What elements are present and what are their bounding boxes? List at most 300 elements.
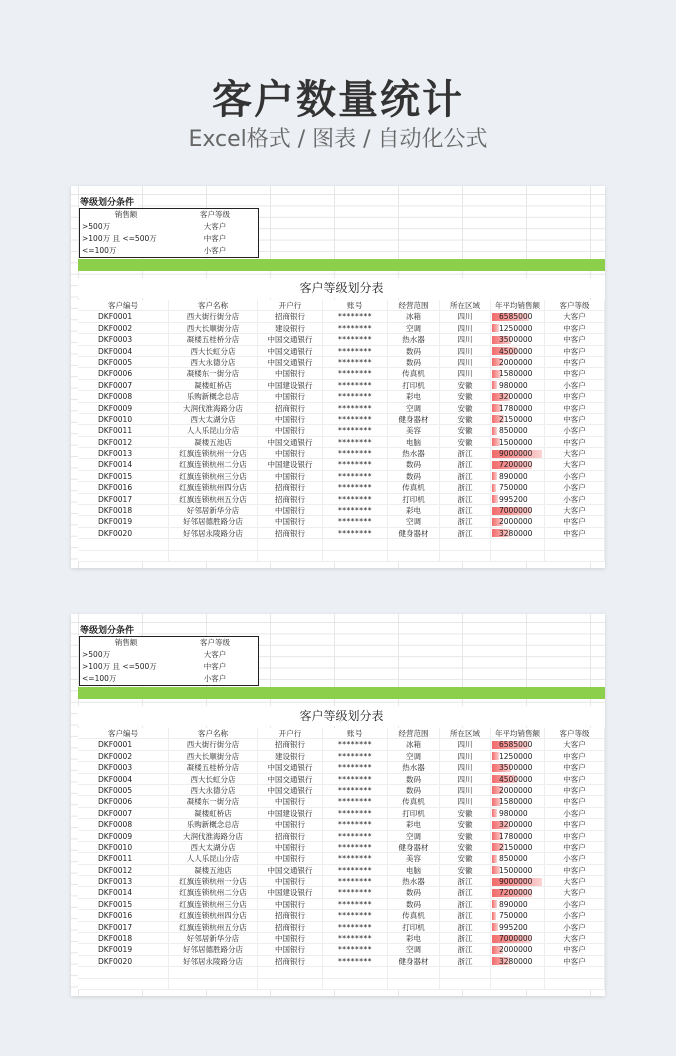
- cell-scope: 传真机: [388, 368, 440, 378]
- cell-scope: 空调: [388, 516, 440, 526]
- empty-row: [78, 539, 605, 550]
- cell-account: ********: [323, 368, 388, 378]
- cell-bank: 中国银行: [258, 471, 323, 481]
- cell-account: ********: [323, 899, 388, 909]
- table-header-row: [78, 300, 605, 311]
- cell-account: ********: [323, 505, 388, 515]
- sales-value: 3280000: [499, 528, 533, 538]
- cell-account: ********: [323, 403, 388, 413]
- table-row: [78, 528, 605, 539]
- cell-id: DKF0005: [78, 785, 169, 795]
- cell-area: 四川: [440, 796, 491, 806]
- cell-account: ********: [323, 414, 388, 424]
- cell-scope: 健身器材: [388, 956, 440, 966]
- condition-level: 小客户: [203, 246, 227, 255]
- cell-sales: [491, 887, 545, 897]
- cell-account: ********: [323, 762, 388, 772]
- table-row: [78, 876, 605, 887]
- cell-sales: [491, 311, 545, 321]
- cell-bank: 招商银行: [258, 910, 323, 920]
- cell-level: 中客户: [545, 391, 605, 401]
- cell-sales: [491, 425, 545, 435]
- cell-name: 凝楼五桂桥分店: [169, 334, 258, 344]
- sales-value: 2150000: [499, 414, 533, 424]
- cell-bank: 招商银行: [258, 956, 323, 966]
- cell-account: ********: [323, 391, 388, 401]
- condition-header-row: [80, 637, 258, 649]
- cell-level: 大客户: [545, 887, 605, 897]
- cell-sales: [491, 403, 545, 413]
- cell-scope: 美容: [388, 425, 440, 435]
- cell-level: 大客户: [545, 739, 605, 749]
- cell-account: ********: [323, 482, 388, 492]
- cell-area: 浙江: [440, 516, 491, 526]
- cell-name: 红旗连锁杭州五分店: [169, 494, 258, 504]
- cell-level: 中客户: [545, 414, 605, 424]
- cell-bank: 建设银行: [258, 751, 323, 761]
- sales-value: 2000000: [499, 357, 533, 367]
- cell-id: DKF0010: [78, 414, 169, 424]
- cell-area: 安徽: [440, 808, 491, 818]
- cell-area: 浙江: [440, 494, 491, 504]
- cell-area: 四川: [440, 751, 491, 761]
- cell-account: ********: [323, 459, 388, 469]
- cell-bank: 中国建设银行: [258, 808, 323, 818]
- table-row: [78, 944, 605, 955]
- cell-id: DKF0004: [78, 774, 169, 784]
- condition-title: 等级划分条件: [80, 195, 138, 208]
- table-row: [78, 323, 605, 334]
- sales-value: 995200: [499, 494, 528, 504]
- col-header-name: 客户名称: [169, 728, 258, 738]
- cell-account: ********: [323, 853, 388, 863]
- table-row: [78, 831, 605, 842]
- cell-account: ********: [323, 346, 388, 356]
- cell-name: 凝楼五桂桥分店: [169, 762, 258, 772]
- cell-area: 安徽: [440, 425, 491, 435]
- cell-sales: [491, 899, 545, 909]
- sales-value: 7000000: [499, 934, 533, 944]
- table-row: [78, 437, 605, 448]
- cell-account: ********: [323, 311, 388, 321]
- cell-scope: 数码: [388, 899, 440, 909]
- cell-id: DKF0013: [78, 448, 169, 458]
- cell-sales: [491, 956, 545, 966]
- cell-area: 四川: [440, 357, 491, 367]
- cell-level: 中客户: [545, 751, 605, 761]
- table-row: [78, 380, 605, 391]
- sales-value: 890000: [499, 471, 528, 481]
- cell-area: 四川: [440, 774, 491, 784]
- cell-sales: [491, 910, 545, 920]
- table-row: [78, 853, 605, 864]
- cell-area: 四川: [440, 334, 491, 344]
- cell-name: 西大长顺街分店: [169, 751, 258, 761]
- table-row: [78, 403, 605, 414]
- page-title: 客户数量统计: [212, 77, 464, 123]
- cell-bank: 中国交通银行: [258, 437, 323, 447]
- cell-level: 小客户: [545, 425, 605, 435]
- cell-level: 小客户: [545, 853, 605, 863]
- cell-account: ********: [323, 819, 388, 829]
- cell-name: 西大长顺街分店: [169, 323, 258, 333]
- cell-level: 小客户: [545, 494, 605, 504]
- cell-name: 凝楼五池店: [169, 437, 258, 447]
- condition-level: 大客户: [203, 650, 227, 659]
- col-header-level: 客户等级: [545, 300, 605, 310]
- col-header-id: 客户编号: [78, 300, 169, 310]
- cell-area: 浙江: [440, 922, 491, 932]
- cell-account: ********: [323, 334, 388, 344]
- cell-id: DKF0007: [78, 808, 169, 818]
- table-row: [78, 910, 605, 921]
- cell-bank: 中国交通银行: [258, 346, 323, 356]
- table-row: [78, 459, 605, 470]
- cell-name: 好邻居德胜路分店: [169, 944, 258, 954]
- cell-area: 安徽: [440, 842, 491, 852]
- cell-sales: [491, 380, 545, 390]
- cell-id: DKF0009: [78, 831, 169, 841]
- cell-scope: 传真机: [388, 482, 440, 492]
- table-row: [78, 311, 605, 322]
- cell-bank: 中国交通银行: [258, 785, 323, 795]
- cell-scope: 数码: [388, 887, 440, 897]
- spreadsheet-preview-1: [71, 186, 605, 568]
- sales-value: 1250000: [499, 751, 533, 761]
- cell-id: DKF0005: [78, 357, 169, 367]
- spreadsheet-preview-2: [71, 614, 605, 996]
- cell-name: 西大街行街分店: [169, 311, 258, 321]
- cell-bank: 招商银行: [258, 482, 323, 492]
- sales-value: 850000: [499, 426, 528, 436]
- cell-account: ********: [323, 876, 388, 886]
- cell-scope: 健身器材: [388, 842, 440, 852]
- cell-bank: 中国交通银行: [258, 357, 323, 367]
- sales-value: 2000000: [499, 945, 533, 955]
- condition-range: <=100万: [82, 246, 117, 255]
- cell-area: 浙江: [440, 459, 491, 469]
- cell-scope: 冰箱: [388, 311, 440, 321]
- cell-sales: [491, 933, 545, 943]
- cell-sales: [491, 368, 545, 378]
- cell-scope: 健身器材: [388, 528, 440, 538]
- cell-area: 安徽: [440, 831, 491, 841]
- cell-scope: 空调: [388, 403, 440, 413]
- col-header-area: 所在区域: [440, 300, 491, 310]
- condition-row: [80, 673, 258, 685]
- cell-id: DKF0016: [78, 482, 169, 492]
- sales-value: 890000: [499, 899, 528, 909]
- cell-scope: 空调: [388, 944, 440, 954]
- cell-sales: [491, 842, 545, 852]
- cell-level: 中客户: [545, 334, 605, 344]
- cell-bank: 中国银行: [258, 414, 323, 424]
- cell-id: DKF0020: [78, 528, 169, 538]
- cell-scope: 电脑: [388, 437, 440, 447]
- cell-account: ********: [323, 944, 388, 954]
- cell-level: 中客户: [545, 368, 605, 378]
- cell-scope: 热水器: [388, 876, 440, 886]
- cell-sales: [491, 494, 545, 504]
- condition-range: >500万: [82, 222, 111, 231]
- cell-bank: 招商银行: [258, 831, 323, 841]
- cell-sales: [491, 865, 545, 875]
- cell-bank: 中国交通银行: [258, 762, 323, 772]
- cell-area: 安徽: [440, 437, 491, 447]
- cell-bank: 招商银行: [258, 528, 323, 538]
- cell-account: ********: [323, 380, 388, 390]
- condition-range: >100万 且 <=500万: [82, 662, 157, 671]
- cell-sales: [491, 482, 545, 492]
- green-divider-bar: [78, 259, 605, 271]
- condition-header-row: [80, 209, 258, 221]
- cell-name: 乐购新概念总店: [169, 819, 258, 829]
- cell-sales: [491, 819, 545, 829]
- cell-name: 红旗连锁杭州四分店: [169, 482, 258, 492]
- table-row: [78, 865, 605, 876]
- sales-value: 2000000: [499, 785, 533, 795]
- cell-sales: [491, 516, 545, 526]
- cell-area: 浙江: [440, 956, 491, 966]
- cell-area: 四川: [440, 368, 491, 378]
- table-row: [78, 368, 605, 379]
- cell-id: DKF0003: [78, 334, 169, 344]
- cell-sales: [491, 459, 545, 469]
- col-header-scope: 经营范围: [388, 728, 440, 738]
- col-header-name: 客户名称: [169, 300, 258, 310]
- cell-name: 西大永德分店: [169, 785, 258, 795]
- cell-id: DKF0008: [78, 391, 169, 401]
- cell-account: ********: [323, 425, 388, 435]
- cell-name: 乐购新概念总店: [169, 391, 258, 401]
- cell-name: 西大长虹分店: [169, 346, 258, 356]
- cell-id: DKF0015: [78, 471, 169, 481]
- cell-level: 中客户: [545, 956, 605, 966]
- cell-level: 中客户: [545, 323, 605, 333]
- cell-name: 凝楼虹桥店: [169, 380, 258, 390]
- cell-name: 西大长虹分店: [169, 774, 258, 784]
- cell-bank: 中国银行: [258, 819, 323, 829]
- cell-name: 凝楼东一街分店: [169, 368, 258, 378]
- cell-name: 红旗连锁杭州五分店: [169, 922, 258, 932]
- cell-scope: 彩电: [388, 391, 440, 401]
- cell-level: 大客户: [545, 448, 605, 458]
- cell-area: 四川: [440, 346, 491, 356]
- cell-scope: 数码: [388, 774, 440, 784]
- cell-sales: [491, 739, 545, 749]
- cell-bank: 中国银行: [258, 391, 323, 401]
- cell-scope: 冰箱: [388, 739, 440, 749]
- table-row: [78, 482, 605, 493]
- condition-row: [80, 661, 258, 673]
- table-row: [78, 808, 605, 819]
- cell-name: 红旗连锁杭州四分店: [169, 910, 258, 920]
- sales-value: 7000000: [499, 506, 533, 516]
- cell-area: 安徽: [440, 853, 491, 863]
- condition-table: [79, 208, 259, 258]
- cell-scope: 打印机: [388, 808, 440, 818]
- cell-name: 西大太湖分店: [169, 414, 258, 424]
- cell-id: DKF0016: [78, 910, 169, 920]
- table-header-row: [78, 728, 605, 739]
- cell-id: DKF0004: [78, 346, 169, 356]
- condition-row: [80, 649, 258, 661]
- table-row: [78, 842, 605, 853]
- cell-level: 中客户: [545, 796, 605, 806]
- cell-id: DKF0017: [78, 922, 169, 932]
- cell-bank: 中国银行: [258, 448, 323, 458]
- cell-id: DKF0012: [78, 865, 169, 875]
- cell-bank: 中国银行: [258, 505, 323, 515]
- condition-title: 等级划分条件: [80, 623, 138, 636]
- cell-bank: 中国建设银行: [258, 459, 323, 469]
- cell-name: 凝楼虹桥店: [169, 808, 258, 818]
- cell-scope: 数码: [388, 346, 440, 356]
- cell-area: 浙江: [440, 482, 491, 492]
- cell-id: DKF0006: [78, 368, 169, 378]
- sales-value: 9000000: [499, 449, 533, 459]
- condition-header-level: 客户等级: [200, 210, 230, 219]
- cell-account: ********: [323, 796, 388, 806]
- cell-sales: [491, 922, 545, 932]
- sales-value: 750000: [499, 483, 528, 493]
- cell-bank: 中国银行: [258, 516, 323, 526]
- empty-row: [78, 551, 605, 562]
- cell-bank: 中国建设银行: [258, 380, 323, 390]
- sales-value: 6585000: [499, 312, 533, 322]
- cell-area: 四川: [440, 739, 491, 749]
- sales-value: 3200000: [499, 392, 533, 402]
- cell-level: 小客户: [545, 910, 605, 920]
- cell-id: DKF0019: [78, 516, 169, 526]
- cell-area: 安徽: [440, 391, 491, 401]
- table-row: [78, 922, 605, 933]
- sales-value: 3500000: [499, 335, 533, 345]
- cell-area: 安徽: [440, 819, 491, 829]
- cell-account: ********: [323, 774, 388, 784]
- condition-range: <=100万: [82, 674, 117, 683]
- cell-sales: [491, 808, 545, 818]
- cell-level: 小客户: [545, 482, 605, 492]
- col-header-bank: 开户行: [258, 300, 323, 310]
- cell-area: 安徽: [440, 403, 491, 413]
- cell-name: 凝楼五池店: [169, 865, 258, 875]
- cell-id: DKF0007: [78, 380, 169, 390]
- table-row: [78, 414, 605, 425]
- cell-area: 浙江: [440, 944, 491, 954]
- cell-account: ********: [323, 528, 388, 538]
- cell-area: 浙江: [440, 899, 491, 909]
- cell-id: DKF0018: [78, 505, 169, 515]
- table-row: [78, 334, 605, 345]
- table-row: [78, 933, 605, 944]
- cell-sales: [491, 414, 545, 424]
- cell-scope: 电脑: [388, 865, 440, 875]
- cell-account: ********: [323, 516, 388, 526]
- table-row: [78, 494, 605, 505]
- empty-row: [78, 979, 605, 990]
- cell-name: 红旗连锁杭州二分店: [169, 887, 258, 897]
- cell-name: 红旗连锁杭州二分店: [169, 459, 258, 469]
- cell-id: DKF0009: [78, 403, 169, 413]
- cell-id: DKF0014: [78, 887, 169, 897]
- cell-account: ********: [323, 887, 388, 897]
- cell-name: 红旗连锁杭州一分店: [169, 448, 258, 458]
- cell-sales: [491, 334, 545, 344]
- sales-value: 3280000: [499, 956, 533, 966]
- cell-id: DKF0003: [78, 762, 169, 772]
- cell-area: 浙江: [440, 528, 491, 538]
- cell-sales: [491, 391, 545, 401]
- cell-id: DKF0001: [78, 739, 169, 749]
- table-row: [78, 471, 605, 482]
- cell-name: 红旗连锁杭州三分店: [169, 471, 258, 481]
- cell-sales: [491, 785, 545, 795]
- table-row: [78, 357, 605, 368]
- cell-name: 好邻居永陵路分店: [169, 956, 258, 966]
- cell-area: 四川: [440, 785, 491, 795]
- cell-level: 小客户: [545, 922, 605, 932]
- customer-level-table: [78, 300, 605, 562]
- cell-area: 浙江: [440, 448, 491, 458]
- col-header-account: 账号: [323, 728, 388, 738]
- cell-sales: [491, 876, 545, 886]
- cell-level: 中客户: [545, 403, 605, 413]
- cell-scope: 传真机: [388, 910, 440, 920]
- table-title: 客户等级划分表: [78, 278, 605, 298]
- sales-value: 3200000: [499, 820, 533, 830]
- cell-level: 中客户: [545, 516, 605, 526]
- cell-level: 中客户: [545, 865, 605, 875]
- cell-scope: 彩电: [388, 819, 440, 829]
- cell-scope: 打印机: [388, 380, 440, 390]
- cell-name: 红旗连锁杭州一分店: [169, 876, 258, 886]
- table-row: [78, 819, 605, 830]
- cell-bank: 中国银行: [258, 842, 323, 852]
- cell-bank: 中国银行: [258, 853, 323, 863]
- table-row: [78, 899, 605, 910]
- cell-area: 安徽: [440, 865, 491, 875]
- cell-scope: 数码: [388, 459, 440, 469]
- cell-bank: 招商银行: [258, 922, 323, 932]
- cell-name: 好邻居永陵路分店: [169, 528, 258, 538]
- cell-area: 浙江: [440, 910, 491, 920]
- cell-sales: [491, 796, 545, 806]
- cell-id: DKF0008: [78, 819, 169, 829]
- table-row: [78, 785, 605, 796]
- cell-scope: 打印机: [388, 922, 440, 932]
- cell-name: 西大街行街分店: [169, 739, 258, 749]
- cell-account: ********: [323, 785, 388, 795]
- cell-area: 四川: [440, 323, 491, 333]
- condition-table: [79, 636, 259, 686]
- cell-account: ********: [323, 494, 388, 504]
- cell-bank: 招商银行: [258, 403, 323, 413]
- sales-value: 995200: [499, 922, 528, 932]
- cell-area: 浙江: [440, 876, 491, 886]
- cell-scope: 健身器材: [388, 414, 440, 424]
- cell-scope: 热水器: [388, 448, 440, 458]
- cell-sales: [491, 853, 545, 863]
- cell-area: 浙江: [440, 887, 491, 897]
- cell-sales: [491, 831, 545, 841]
- sales-value: 1250000: [499, 323, 533, 333]
- cell-name: 大润伐淮海路分店: [169, 403, 258, 413]
- cell-level: 大客户: [545, 933, 605, 943]
- cell-sales: [491, 346, 545, 356]
- cell-level: 小客户: [545, 380, 605, 390]
- sales-value: 980000: [499, 808, 528, 818]
